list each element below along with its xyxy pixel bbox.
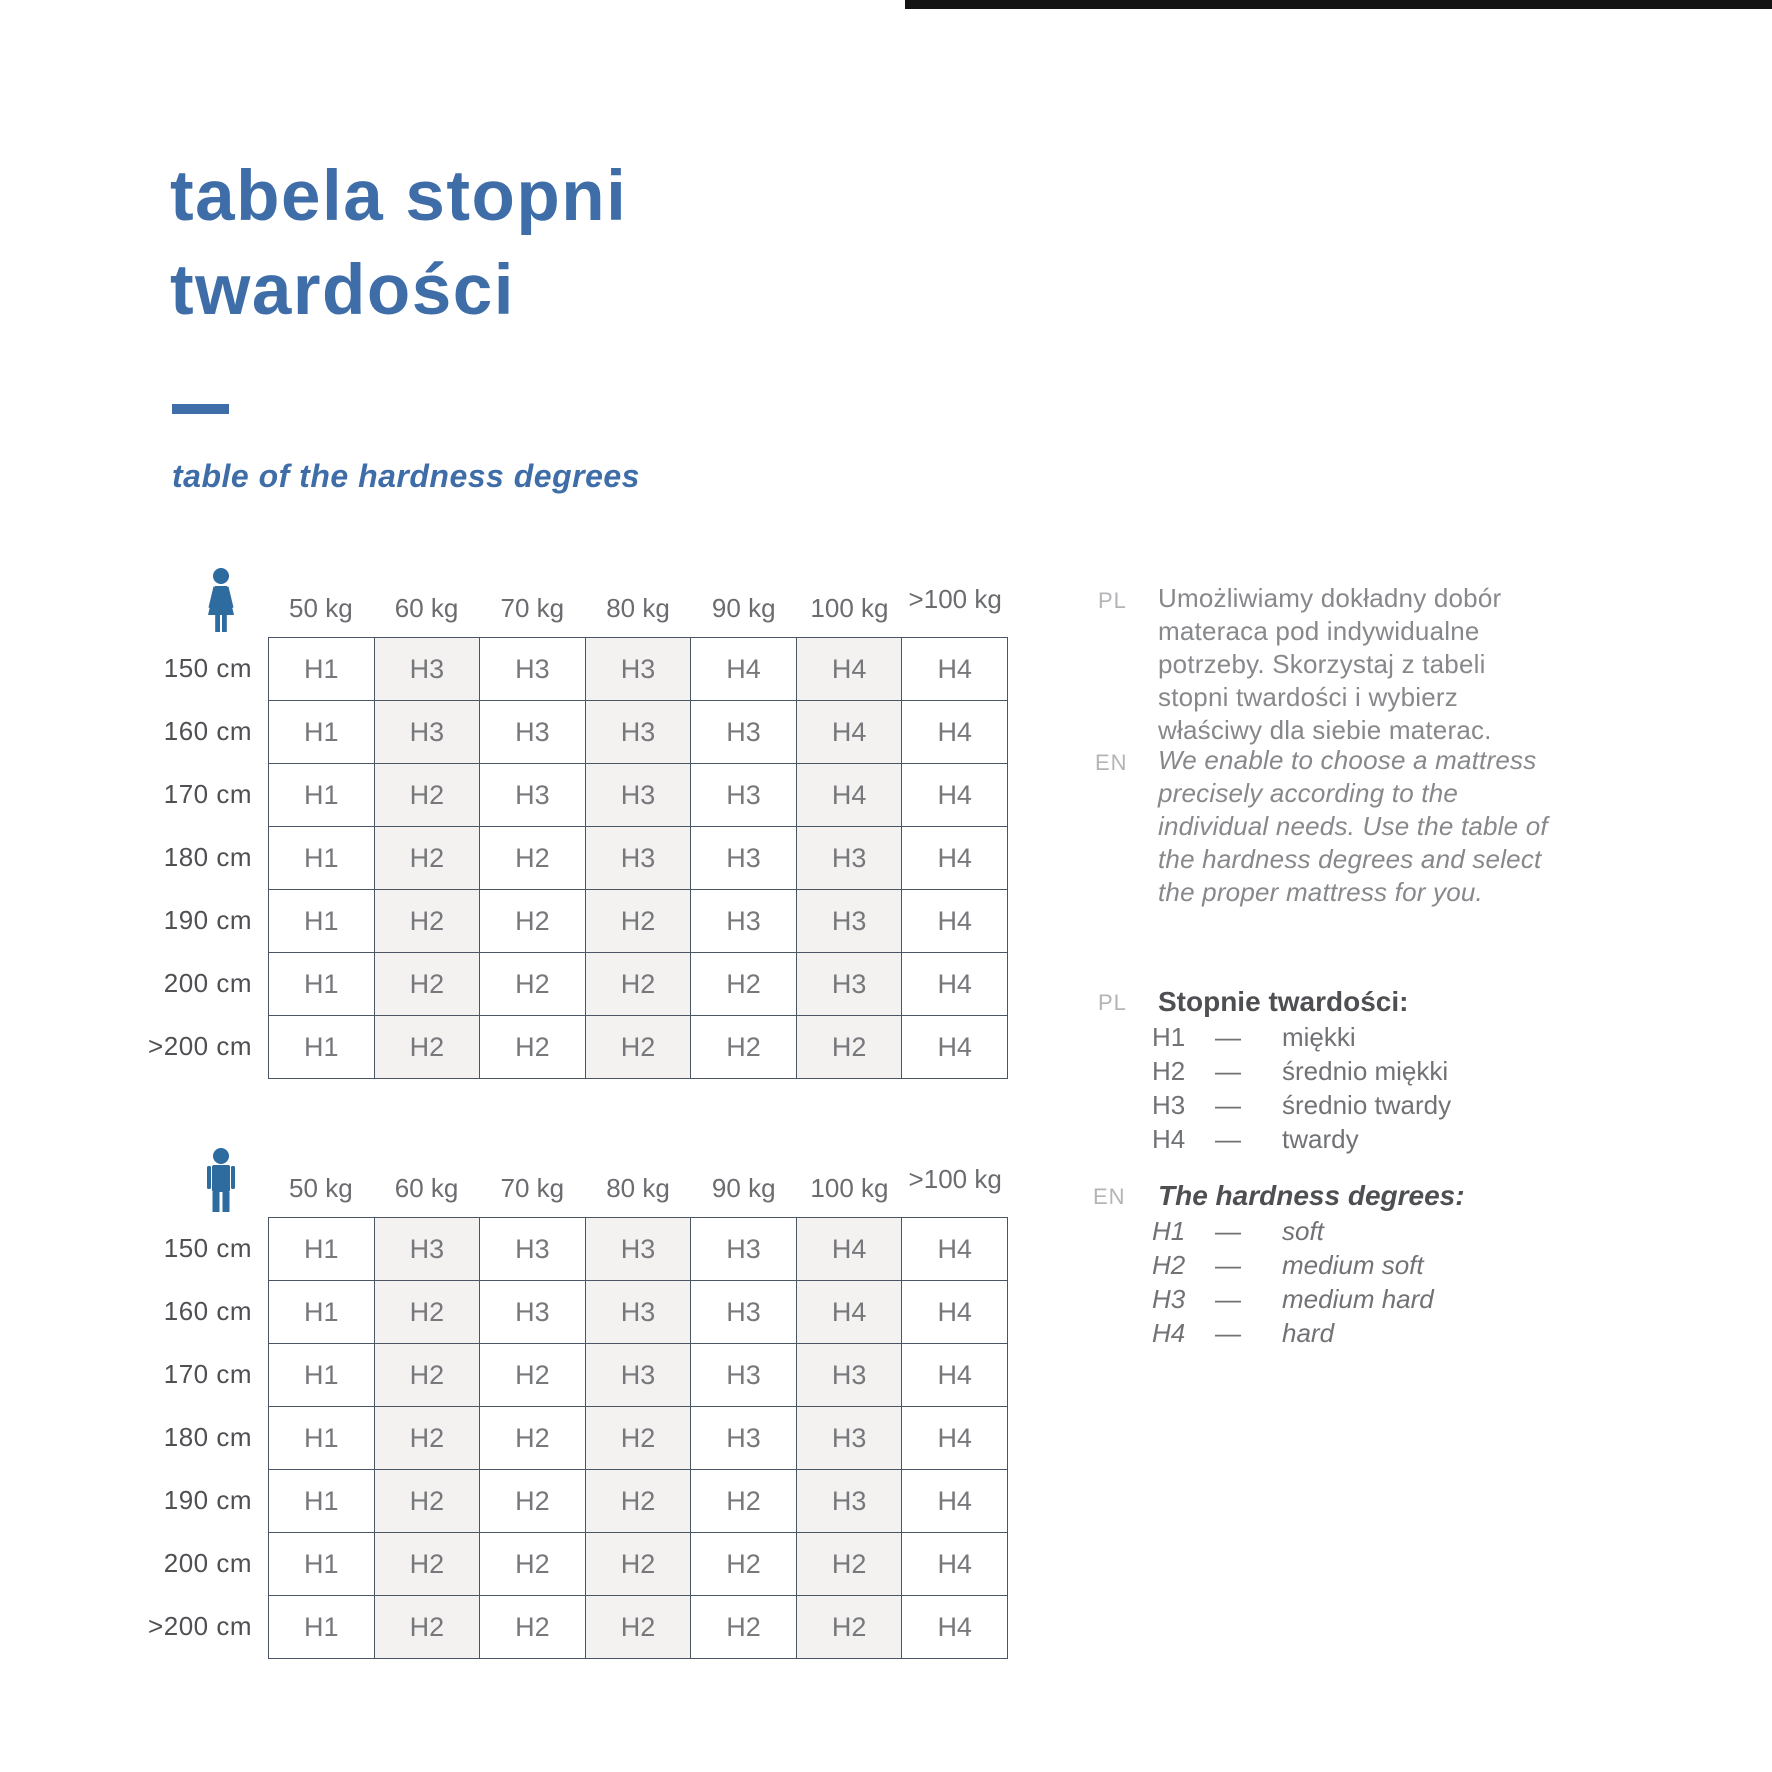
hardness-cell: H2 (375, 1281, 481, 1344)
hardness-cell: H3 (375, 1218, 481, 1281)
height-label: 190 cm (163, 905, 252, 935)
legend-item-code: H1 (1152, 1215, 1186, 1246)
weight-header: 100 kg (810, 593, 889, 623)
weight-header-row-men (268, 1164, 1008, 1204)
hardness-cell: H4 (691, 638, 797, 701)
hardness-cell: H3 (797, 827, 903, 890)
hardness-cell: H3 (480, 1281, 586, 1344)
legend-item (1152, 1122, 1451, 1156)
legend-item (1152, 1020, 1451, 1054)
hardness-cell: H2 (797, 1533, 903, 1596)
hardness-cell: H4 (902, 1533, 1008, 1596)
page-title-line2: twardości (170, 251, 515, 330)
hardness-cell: H1 (269, 953, 375, 1016)
hardness-cell: H2 (797, 1016, 903, 1079)
hardness-cell: H3 (586, 701, 692, 764)
legend-item-dash: — (1215, 1317, 1241, 1348)
hardness-cell: H1 (269, 764, 375, 827)
legend-item-code: H3 (1152, 1283, 1186, 1314)
hardness-cell: H4 (797, 638, 903, 701)
hardness-cell: H4 (902, 1407, 1008, 1470)
height-label: >200 cm (148, 1031, 252, 1061)
weight-header: 80 kg (606, 1173, 670, 1203)
hardness-cell: H3 (691, 764, 797, 827)
legend-item-dash: — (1215, 1055, 1241, 1086)
hardness-cell: H4 (902, 1470, 1008, 1533)
height-label: 160 cm (163, 716, 252, 746)
legend-item-label: soft (1282, 1215, 1324, 1246)
height-label: 160 cm (163, 1296, 252, 1326)
hardness-cell: H4 (797, 1281, 903, 1344)
legend-item (1152, 1054, 1451, 1088)
hardness-cell: H3 (797, 1407, 903, 1470)
hardness-cell: H4 (902, 890, 1008, 953)
hardness-cell: H2 (480, 953, 586, 1016)
hardness-cell: H3 (480, 1218, 586, 1281)
legend-item-code: H2 (1152, 1055, 1186, 1086)
hardness-cell: H2 (480, 1407, 586, 1470)
hardness-cell: H2 (586, 890, 692, 953)
hardness-cell: H3 (691, 1218, 797, 1281)
weight-header: 80 kg (606, 593, 670, 623)
hardness-table-men (268, 1217, 1008, 1659)
woman-icon (202, 568, 240, 639)
hardness-cell: H3 (691, 1281, 797, 1344)
hardness-cell: H4 (902, 953, 1008, 1016)
legend-item-dash: — (1215, 1215, 1241, 1246)
hardness-cell: H2 (375, 1016, 481, 1079)
legend-item-label: średnio miękki (1282, 1055, 1449, 1086)
legend-item (1152, 1316, 1434, 1350)
legend-item-label: hard (1282, 1317, 1335, 1348)
hardness-cell: H3 (586, 1218, 692, 1281)
hardness-cell: H2 (480, 890, 586, 953)
hardness-cell: H3 (797, 1470, 903, 1533)
hardness-cell: H3 (691, 827, 797, 890)
height-label: 170 cm (163, 779, 252, 809)
hardness-cell: H4 (902, 1281, 1008, 1344)
height-label: 180 cm (163, 842, 252, 872)
legend-item-code: H4 (1152, 1123, 1186, 1154)
legend-item-dash: — (1215, 1249, 1241, 1280)
hardness-cell: H1 (269, 1407, 375, 1470)
hardness-cell: H4 (902, 1344, 1008, 1407)
hardness-cell: H1 (269, 638, 375, 701)
hardness-cell: H4 (797, 764, 903, 827)
legend-item-code: H3 (1152, 1089, 1186, 1120)
hardness-cell: H2 (375, 1533, 481, 1596)
hardness-cell: H3 (797, 890, 903, 953)
page-title (170, 150, 627, 338)
legend-item (1152, 1282, 1434, 1316)
height-label: 190 cm (163, 1485, 252, 1515)
hardness-cell: H2 (480, 1016, 586, 1079)
man-icon (202, 1148, 240, 1219)
hardness-cell: H1 (269, 1470, 375, 1533)
height-label: 170 cm (163, 1359, 252, 1389)
hardness-cell: H2 (480, 827, 586, 890)
hardness-cell: H4 (797, 701, 903, 764)
hardness-cell: H1 (269, 890, 375, 953)
hardness-table-women (268, 637, 1008, 1079)
weight-header: >100 kg (908, 584, 1002, 614)
hardness-cell: H1 (269, 1016, 375, 1079)
hardness-cell: H2 (691, 1533, 797, 1596)
hardness-cell: H2 (480, 1344, 586, 1407)
hardness-cell: H2 (375, 827, 481, 890)
hardness-cell: H3 (586, 1344, 692, 1407)
legend-item-label: medium soft (1282, 1249, 1424, 1280)
weight-header: 60 kg (394, 593, 459, 623)
hardness-cell: H1 (269, 1218, 375, 1281)
legend-item-code: H4 (1152, 1317, 1186, 1348)
title-dash (172, 404, 229, 414)
legend-item-label: medium hard (1282, 1283, 1434, 1314)
hardness-cell: H2 (586, 1533, 692, 1596)
hardness-cell: H1 (269, 701, 375, 764)
weight-header: 70 kg (500, 593, 565, 623)
weight-header: 90 kg (711, 593, 776, 623)
weight-header: 90 kg (711, 1173, 776, 1203)
page-subtitle: table of the hardness degrees (172, 458, 640, 494)
hardness-cell: H3 (375, 638, 481, 701)
hardness-cell: H2 (586, 1016, 692, 1079)
en-legend-list (1152, 1214, 1434, 1350)
hardness-cell: H4 (902, 827, 1008, 890)
hardness-cell: H2 (375, 953, 481, 1016)
legend-item-code: H1 (1152, 1021, 1186, 1052)
height-label: 180 cm (163, 1422, 252, 1452)
hardness-cell: H3 (797, 1344, 903, 1407)
pl-label-paragraph: PL (1098, 588, 1127, 613)
pl-legend-title: Stopnie twardości: (1158, 986, 1409, 1017)
hardness-cell: H3 (586, 764, 692, 827)
hardness-cell: H2 (691, 1470, 797, 1533)
weight-header: 70 kg (500, 1173, 565, 1203)
hardness-cell: H3 (480, 638, 586, 701)
weight-header: 50 kg (289, 593, 353, 623)
page-title-line1: tabela stopni (170, 157, 628, 236)
hardness-cell: H4 (902, 1218, 1008, 1281)
hardness-cell: H2 (691, 953, 797, 1016)
legend-item-label: średnio twardy (1282, 1089, 1452, 1120)
hardness-cell: H3 (586, 638, 692, 701)
hardness-cell: H2 (691, 1016, 797, 1079)
hardness-cell: H3 (797, 953, 903, 1016)
hardness-cell: H4 (902, 701, 1008, 764)
weight-header-row-women (268, 584, 1008, 624)
hardness-cell: H1 (269, 1596, 375, 1659)
legend-item-code: H2 (1152, 1249, 1186, 1280)
hardness-cell: H4 (902, 1596, 1008, 1659)
hardness-cell: H2 (586, 1470, 692, 1533)
weight-header: 50 kg (289, 1173, 353, 1203)
hardness-cell: H2 (375, 1470, 481, 1533)
hardness-cell: H3 (691, 1407, 797, 1470)
hardness-cell: H2 (480, 1596, 586, 1659)
hardness-cell: H1 (269, 827, 375, 890)
hardness-cell: H2 (480, 1533, 586, 1596)
pl-paragraph: Umożliwiamy dokładny dobór materaca pod indywidualne potrzeby. Skorzystaj z tabeli stopni twardości i wybierz właściwy dla siebie materac. (1158, 583, 1502, 745)
legend-item-dash: — (1215, 1089, 1241, 1120)
legend-item-label: miękki (1282, 1021, 1356, 1052)
hardness-cell: H3 (691, 701, 797, 764)
en-legend-title: The hardness degrees: (1158, 1180, 1465, 1211)
hardness-cell: H3 (480, 701, 586, 764)
hardness-cell: H2 (691, 1596, 797, 1659)
hardness-cell: H2 (797, 1596, 903, 1659)
legend-item-dash: — (1215, 1123, 1241, 1154)
hardness-cell: H4 (902, 638, 1008, 701)
hardness-cell: H2 (586, 1407, 692, 1470)
hardness-cell: H2 (586, 953, 692, 1016)
pl-label-legend: PL (1098, 990, 1127, 1015)
hardness-cell: H2 (375, 1344, 481, 1407)
hardness-cell: H1 (269, 1281, 375, 1344)
height-label: >200 cm (148, 1611, 252, 1641)
hardness-cell: H3 (691, 1344, 797, 1407)
hardness-cell: H2 (375, 764, 481, 827)
hardness-cell: H2 (375, 1596, 481, 1659)
hardness-cell: H4 (902, 1016, 1008, 1079)
height-labels-men (0, 1217, 252, 1658)
weight-header: 100 kg (810, 1173, 889, 1203)
weight-header: >100 kg (908, 1164, 1002, 1194)
height-label: 150 cm (163, 1233, 252, 1263)
legend-item-label: twardy (1282, 1123, 1359, 1154)
hardness-cell: H1 (269, 1344, 375, 1407)
hardness-cell: H4 (797, 1218, 903, 1281)
hardness-cell: H2 (375, 890, 481, 953)
en-label-legend: EN (1093, 1184, 1126, 1209)
hardness-cell: H1 (269, 1533, 375, 1596)
hardness-cell: H3 (375, 701, 481, 764)
hardness-cell: H2 (480, 1470, 586, 1533)
hardness-cell: H3 (691, 890, 797, 953)
height-labels-women (0, 637, 252, 1078)
pl-legend-list (1152, 1020, 1451, 1156)
en-label-paragraph: EN (1095, 750, 1128, 775)
height-label: 150 cm (163, 653, 252, 683)
legend-item-dash: — (1215, 1283, 1241, 1314)
hardness-cell: H2 (375, 1407, 481, 1470)
height-label: 200 cm (163, 968, 252, 998)
legend-item-dash: — (1215, 1021, 1241, 1052)
hardness-cell: H3 (586, 1281, 692, 1344)
top-edge-bar (905, 0, 1772, 9)
legend-item (1152, 1214, 1434, 1248)
hardness-cell: H4 (902, 764, 1008, 827)
hardness-cell: H2 (586, 1596, 692, 1659)
legend-item (1152, 1248, 1434, 1282)
height-label: 200 cm (163, 1548, 252, 1578)
weight-header: 60 kg (394, 1173, 459, 1203)
en-paragraph: We enable to choose a mattress precisely according to the individual needs. Use the table of the hardness degrees and select the proper mattress for you. (1158, 745, 1548, 907)
hardness-cell: H3 (480, 764, 586, 827)
legend-item (1152, 1088, 1451, 1122)
hardness-cell: H3 (586, 827, 692, 890)
